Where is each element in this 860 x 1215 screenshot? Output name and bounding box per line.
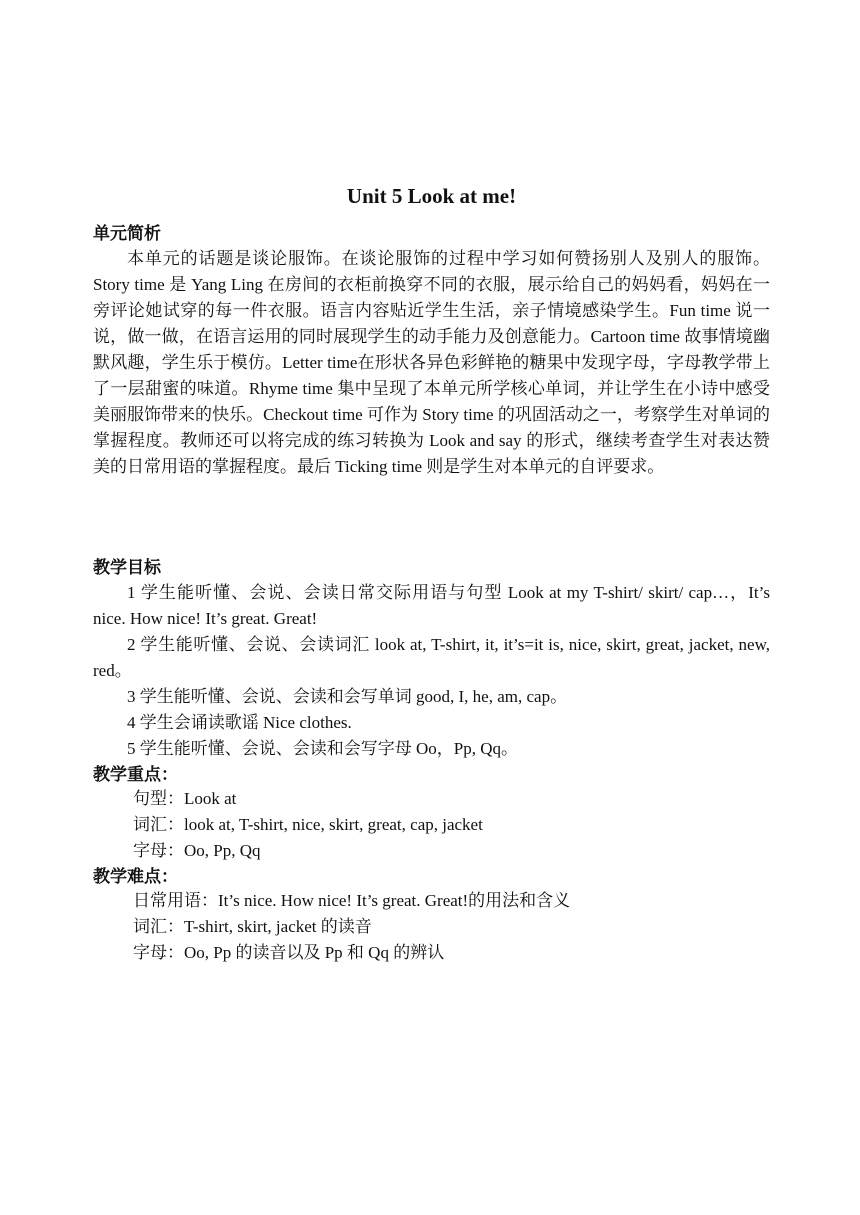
difficulty-vocabulary: 词汇：T-shirt, skirt, jacket 的读音 — [133, 917, 372, 936]
objective-item-1: 1 学生能听懂、会说、会读日常交际用语与句型 Look at my T-shirt/ skirt/ cap…，It’s nice. How nice! It’s great. Great! — [93, 583, 770, 628]
difficulty-letters: 字母：Oo, Pp 的读音以及 Pp 和 Qq 的辨认 — [133, 943, 445, 962]
key-points-heading: 教学重点： — [93, 765, 178, 784]
key-point-vocabulary: 词汇：look at, T-shirt, nice, skirt, great, cap, jacket — [133, 815, 483, 834]
objective-item-3: 3 学生能听懂、会说、会读和会写单词 good, I, he, am, cap。 — [127, 687, 568, 706]
objective-item-5: 5 学生能听懂、会说、会读和会写字母 Oo，Pp, Qq。 — [127, 739, 519, 758]
analysis-paragraph: 本单元的话题是谈论服饰。在谈论服饰的过程中学习如何赞扬别人及别人的服饰。Story time 是 Yang Ling 在房间的衣柜前换穿不同的衣服，展示给自己的妈妈看，妈妈在一旁评论她试穿的每一件衣服。语言内容贴近学生生活，亲子情境感染学生。Fun time 说一说，做一做，在语言运用的同时展现学生的动手能力及创意能力。Cartoon time 故事情境幽默风趣，学生乐于模仿。Letter time在形状各异色彩鲜艳的糖果中发现字母，字母教学带上了一层甜蜜的味道。Rhyme time 集中呈现了本单元所学核心单词，并让学生在小诗中感受美丽服饰带来的快乐。Checkout time 可作为 Story time 的巩固活动之一，考察学生对单词的掌握程度。教师还可以将完成的练习转换为 Look and say 的形式，继续考查学生对表达赞美的日常用语的掌握程度。最后 Ticking time 则是学生对本单元的自评要求。 — [93, 249, 770, 476]
objectives-heading: 教学目标 — [93, 558, 161, 577]
difficulties-heading: 教学难点： — [93, 867, 178, 886]
analysis-heading: 单元简析 — [93, 224, 161, 243]
key-point-sentence: 句型：Look at — [133, 789, 237, 808]
document-title: Unit 5 Look at me! — [346, 184, 517, 208]
key-point-letters: 字母：Oo, Pp, Qq — [133, 841, 261, 860]
objective-item-2: 2 学生能听懂、会说、会读词汇 look at, T-shirt, it, it’s=it is, nice, skirt, great, jacket, new, red。 — [93, 635, 770, 680]
objective-item-4: 4 学生会诵读歌谣 Nice clothes. — [127, 713, 352, 732]
difficulty-expressions: 日常用语：It’s nice. How nice! It’s great. Great!的用法和含义 — [133, 891, 571, 910]
